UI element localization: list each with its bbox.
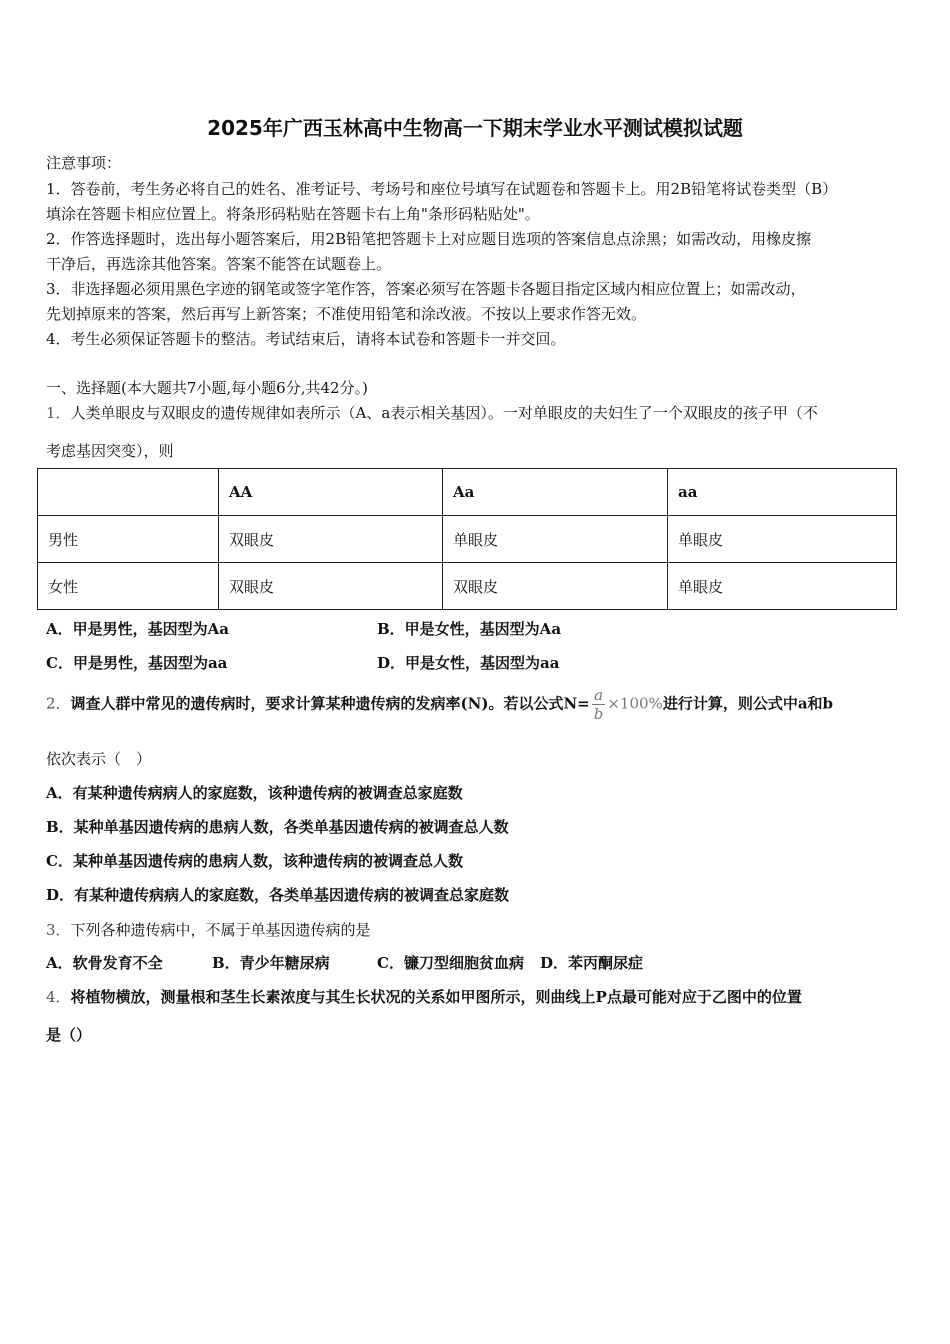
notice-line: 1．答卷前，考生务必将自己的姓名、准考证号、考场号和座位号填写在试题卷和答题卡上。用2B铅笔将试卷类型（B） [46,180,838,198]
formula-fraction [592,686,606,723]
option-a[interactable]: A．软骨发育不全 [46,954,163,972]
table-row [38,563,897,610]
option-c[interactable]: C．某种单基因遗传病的患病人数，该种遗传病的被调查总人数 [46,852,463,870]
notice-line: 先划掉原来的答案，然后再写上新答案；不准使用铅笔和涂改液。不按以上要求作答无效。 [46,305,647,323]
option-a[interactable]: A．甲是男性，基因型为Aa [46,620,229,638]
notice-line: 2．作答选择题时，选出每小题答案后，用2B铅笔把答题卡上对应题目选项的答案信息点涂黑；如需改动，用橡皮擦 [46,230,812,248]
option-d[interactable]: D．有某种遗传病病人的家庭数，各类单基因遗传病的被调查总家庭数 [46,886,510,904]
table-cell: 单眼皮 [443,516,668,563]
question-text: 调查人群中常见的遗传病时，要求计算某种遗传病的发病率(N)。若以公式N= [70,694,590,713]
question-3 [46,919,371,940]
notice-line: 3．非选择题必须用黑色字迹的钢笔或签字笔作答，答案必须写在答题卡各题目指定区域内相应位置上；如需改动， [46,280,806,298]
table-cell: 女性 [38,563,219,610]
table-cell: 男性 [38,516,219,563]
question-1-cont: 考虑基因突变），则 [46,442,174,460]
table-cell: 双眼皮 [219,563,443,610]
option-c[interactable]: C．镰刀型细胞贫血病 [377,954,524,972]
table-cell: 单眼皮 [668,516,897,563]
table-cell: AA [219,469,443,516]
question-1 [46,402,818,423]
question-4-cont: 是（） [46,1026,92,1044]
option-d[interactable]: D．甲是女性，基因型为aa [377,654,560,672]
question-2 [46,686,833,723]
formula-times: ×100% [607,694,663,713]
option-a[interactable]: A．有某种遗传病病人的家庭数，该种遗传病的被调查总家庭数 [46,784,463,802]
option-c[interactable]: C．甲是男性，基因型为aa [46,654,228,672]
option-d[interactable]: D．苯丙酮尿症 [540,954,644,972]
fraction-numerator: a [592,686,606,705]
question-4 [46,986,802,1007]
table-cell: Aa [443,469,668,516]
table-cell: 双眼皮 [219,516,443,563]
table-cell: aa [668,469,897,516]
question-text: 进行计算，则公式中a和b [662,694,834,713]
notice-line: 干净后，再选涂其他答案。答案不能答在试题卷上。 [46,255,392,273]
page-title: 2025年广西玉林高中生物高一下期末学业水平测试模拟试题 [207,116,743,140]
question-number: 4． [46,988,71,1006]
question-number: 1． [46,404,71,422]
table-row [38,516,897,563]
table-cell [38,469,219,516]
notice-line: 4．考生必须保证答题卡的整洁。考试结束后，请将本试卷和答题卡一并交回。 [46,330,566,348]
question-2-cont: 依次表示（ ） [46,750,152,768]
question-number: 2． [46,694,71,713]
table-cell: 双眼皮 [443,563,668,610]
table-header-row [38,469,897,516]
question-text: 将植物横放，测量根和茎生长素浓度与其生长状况的关系如甲图所示，则曲线上P点最可能对应于乙图中的位置 [70,988,802,1006]
option-b[interactable]: B．甲是女性，基因型为Aa [377,620,562,638]
fraction-denominator: b [593,705,604,723]
option-b[interactable]: B．青少年糖尿病 [212,954,330,972]
question-text: 人类单眼皮与双眼皮的遗传规律如表所示（A、a表示相关基因）。一对单眼皮的夫妇生了一个双眼皮的孩子甲（不 [70,404,818,422]
notice-heading: 注意事项： [46,154,122,172]
table-cell: 单眼皮 [668,563,897,610]
section-heading: 一、选择题(本大题共7小题,每小题6分,共42分。) [46,379,368,397]
notice-line: 填涂在答题卡相应位置上。将条形码粘贴在答题卡右上角"条形码粘贴处"。 [46,205,540,223]
option-b[interactable]: B．某种单基因遗传病的患病人数，各类单基因遗传病的被调查总人数 [46,818,509,836]
question-text: 下列各种遗传病中，不属于单基因遗传病的是 [70,921,371,939]
question-number: 3． [46,921,71,939]
genotype-table [37,468,897,610]
